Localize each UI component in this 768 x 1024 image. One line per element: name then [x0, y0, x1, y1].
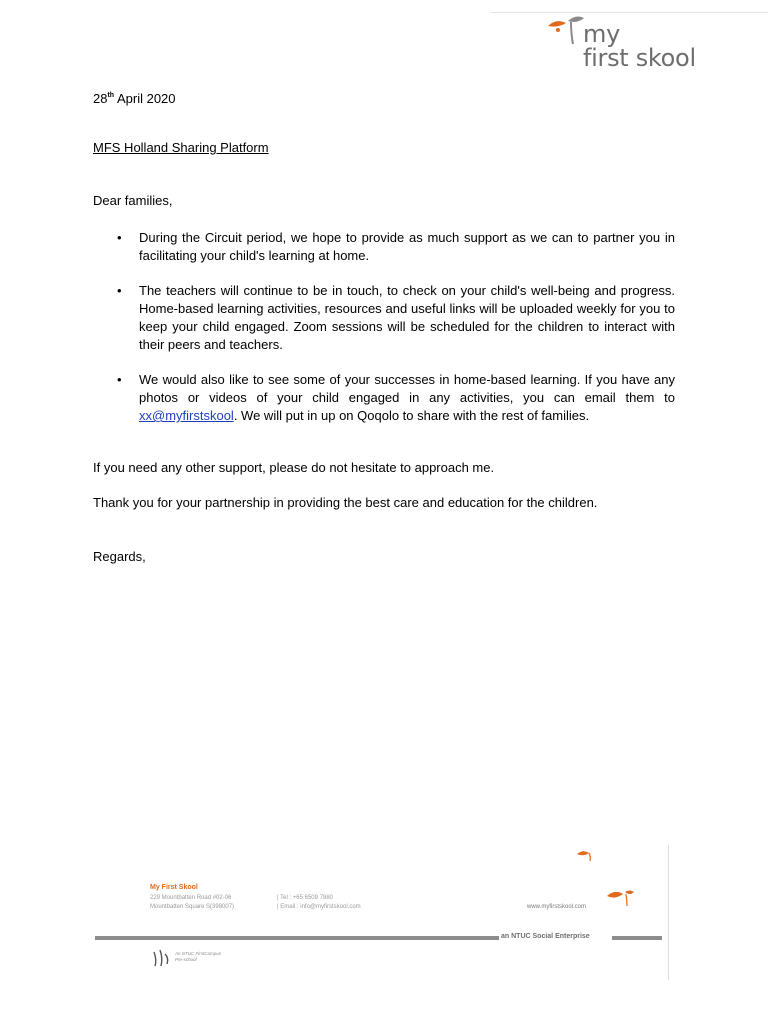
footer-org-name: My First Skool: [150, 884, 198, 891]
letterhead-footer: [95, 840, 675, 980]
footer-divider: [668, 845, 669, 980]
thanks-paragraph: Thank you for your partnership in providing the best care and education for the children.: [93, 495, 598, 510]
footer-bar: [95, 936, 499, 940]
bullet-text-2: The teachers will continue to be in touch, to check on your child's well-being and progress. Home-based learning activities, resources and useful links will be uploaded weekly for you to keep your child engaged. Zoom sessions will be scheduled for the children to interact with their peers and teachers.: [139, 283, 675, 352]
letter-subject: MFS Holland Sharing Platform: [93, 140, 269, 155]
bullet-icon: •: [117, 283, 122, 298]
footer-tel: | Tel : +65 6509 7880: [277, 895, 333, 901]
footer-campus-line-2: Pre-school: [175, 957, 197, 962]
bullet-list: [93, 229, 675, 442]
footer-address-line-1: 229 Mountbatten Road #02-06: [150, 895, 232, 901]
footer-website: www.myfirstskool.com: [527, 904, 587, 910]
closing-regards: Regards,: [93, 549, 146, 564]
logo-line-1: my: [583, 20, 620, 48]
logo-line-2: first skool: [583, 44, 696, 72]
list-item: [93, 229, 675, 265]
letter-date: [93, 87, 675, 108]
footer-campus-line-1: An NTUC FirstCampus: [175, 951, 222, 956]
footer-tagline: an NTUC Social Enterprise: [501, 933, 590, 940]
email-link[interactable]: xx@myfirstskool: [139, 408, 234, 423]
support-paragraph: If you need any other support, please do not hesitate to approach me.: [93, 460, 495, 475]
date-month-year: April 2020: [114, 91, 176, 106]
list-item: [93, 371, 675, 425]
date-suffix: th: [107, 92, 115, 99]
sprout-small-icon: [575, 848, 597, 862]
bullet-text-3-start: We would also like to see some of your successes in home-based learning. If you have any photos or videos of your child engaged in any activities, you can email them to: [139, 372, 675, 405]
date-day: 28: [93, 91, 108, 106]
bullet-text-3-end: . We will put in up on Qoqolo to share with the rest of families.: [233, 408, 590, 423]
logo-wordmark: [583, 22, 696, 70]
footer-bar-right: [612, 936, 662, 940]
bullet-icon: •: [117, 230, 122, 245]
footer-address-line-2: Mountbatten Square S(398007): [150, 904, 235, 910]
footer-address: [150, 894, 234, 912]
bullet-text-1: During the Circuit period, we hope to provide as much support as we can to partner you in facilitating your child's learning at home.: [139, 230, 675, 263]
letter-greeting: Dear families,: [93, 193, 173, 208]
list-item: [93, 282, 675, 354]
sprout-footer-icon: [605, 888, 635, 908]
footer-contact: [277, 894, 361, 912]
firstcampus-logo-icon: [151, 948, 173, 968]
my-first-skool-logo: [544, 12, 704, 74]
footer-email: | Email : info@myfirstskool.com: [277, 904, 361, 910]
footer-campus-label: [175, 951, 221, 963]
bullet-icon: •: [117, 372, 122, 387]
